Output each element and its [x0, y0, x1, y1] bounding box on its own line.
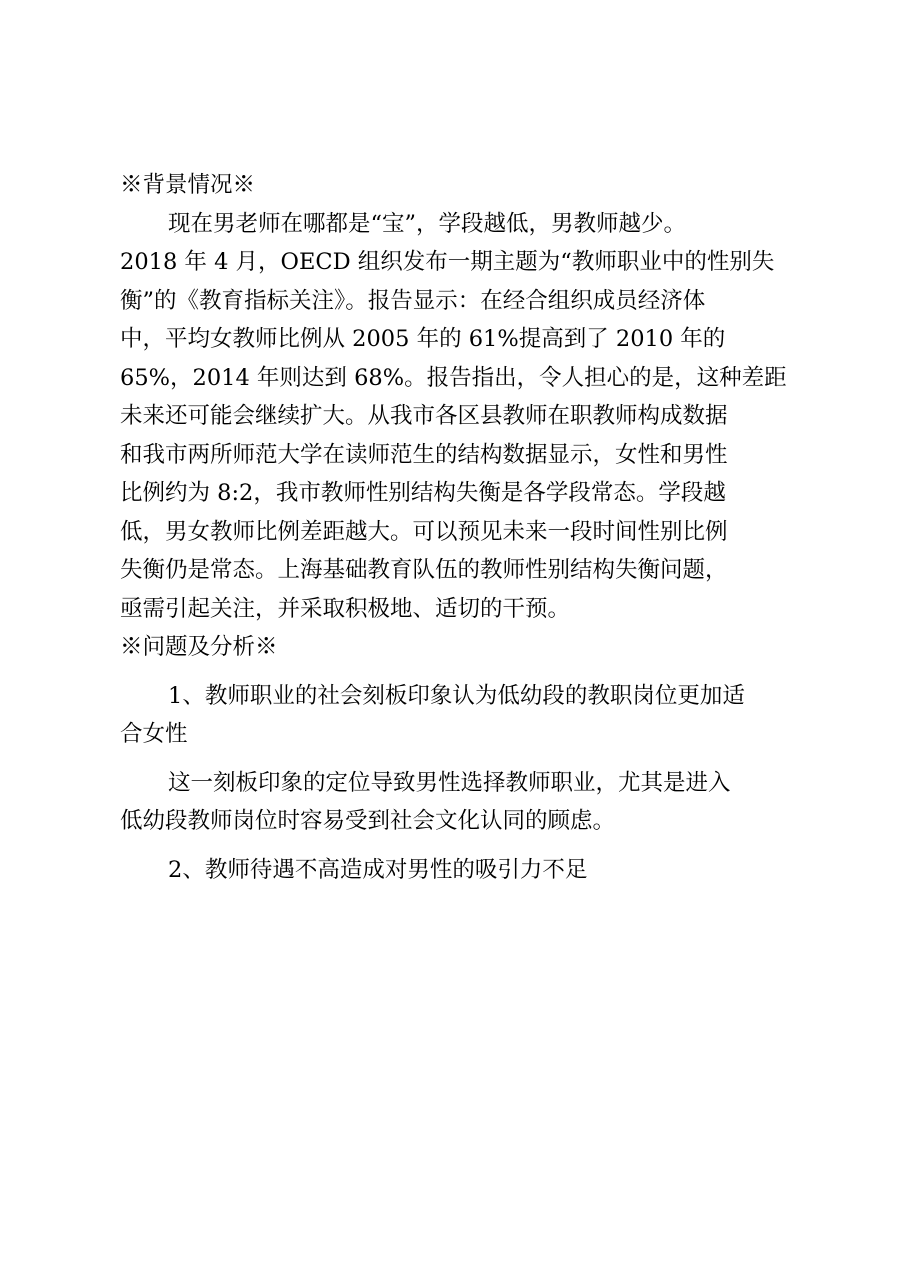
paragraph-line: 这一刻板印象的定位导致男性选择教师职业，尤其是进入 [168, 769, 731, 796]
numbered-point-heading: 1、教师职业的社会刻板印象认为低幼段的教职岗位更加适 [168, 682, 745, 709]
paragraph-spacing [120, 841, 800, 851]
paragraph-line: 中，平均女教师比例从 2005 年的 61%提高到了 2010 年的 [120, 326, 726, 352]
paragraph-spacing [120, 754, 800, 764]
paragraph-line: 未来还可能会继续扩大。从我市各区县教师在职教师构成数据 [120, 403, 728, 429]
paragraph-line: 低，男女教师比例差距越大。可以预见未来一段时间性别比例 [120, 518, 728, 545]
paragraph-line: 2018 年 4 月，OECD 组织发布一期主题为“教师职业中的性别失 [120, 249, 775, 275]
paragraph-line: 65%，2014 年则达到 68%。报告指出，令人担心的是，这种差距 [120, 364, 787, 391]
section-heading-background: ※背景情况※ [120, 172, 256, 198]
numbered-point-heading: 2、教师待遇不高造成对男性的吸引力不足 [168, 856, 588, 883]
section-heading-problems: ※问题及分析※ [120, 634, 278, 660]
paragraph-line: 和我市两所师范大学在读师范生的结构数据显示，女性和男性 [120, 441, 728, 468]
document-body [120, 166, 800, 889]
paragraph-line: 失衡仍是常态。上海基础教育队伍的教师性别结构失衡问题， [120, 557, 728, 583]
paragraph-line: 比例约为 8:2，我市教师性别结构失衡是各学段常态。学段越 [120, 480, 726, 506]
paragraph-line: 衡”的《教育指标关注》。报告显示：在经合组织成员经济体 [120, 287, 706, 314]
numbered-point-heading: 合女性 [120, 721, 188, 747]
paragraph-line: 现在男老师在哪都是“宝”，学段越低，男教师越少。 [168, 210, 687, 237]
paragraph-line: 低幼段教师岗位时容易受到社会文化认同的顾虑。 [120, 808, 616, 834]
paragraph-spacing [120, 667, 800, 677]
paragraph-line: 亟需引起关注，并采取积极地、适切的干预。 [120, 595, 571, 622]
